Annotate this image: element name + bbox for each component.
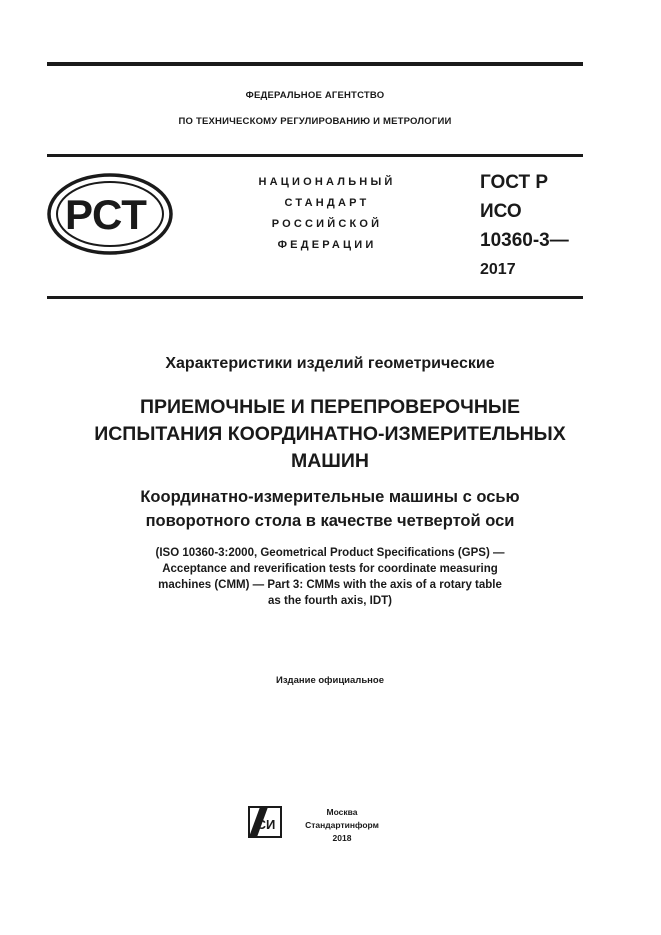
header-rule-upper	[47, 154, 583, 157]
original-title-line-1: (ISO 10360-3:2000, Geometrical Product Specifications (GPS) —	[155, 547, 505, 559]
publisher-name: Стандартинформ	[305, 820, 379, 830]
header-rule-lower	[47, 296, 583, 299]
designation-line-2: ИСО	[480, 201, 522, 222]
standard-type-line-4: ФЕДЕРАЦИИ	[277, 239, 377, 251]
edition-note: Издание официальное	[276, 675, 384, 686]
agency-line-2: ПО ТЕХНИЧЕСКОМУ РЕГУЛИРОВАНИЮ И МЕТРОЛОГИИ	[178, 116, 452, 127]
publisher-year: 2018	[332, 833, 352, 843]
original-title-line-4: as the fourth axis, IDT)	[268, 595, 392, 607]
designation-line-3: 10360-3—	[480, 230, 569, 251]
original-title-line-2: Acceptance and reverification tests for coordinate measuring	[162, 563, 498, 575]
publisher-block	[294, 806, 390, 845]
standard-type-line-2: СТАНДАРТ	[284, 197, 370, 209]
designation-line-1: ГОСТ Р	[480, 172, 549, 193]
rst-logo-text: РСТ	[65, 191, 147, 238]
general-title: Характеристики изделий геометрические	[165, 355, 495, 372]
main-title-line-2: ИСПЫТАНИЯ КООРДИНАТНО-ИЗМЕРИТЕЛЬНЫХ	[94, 423, 566, 445]
standartinform-logo-text: СИ	[256, 817, 276, 832]
original-title-line-3: machines (CMM) — Part 3: CMMs with the axis of a rotary table	[158, 579, 502, 591]
main-title-line-1: ПРИЕМОЧНЫЕ И ПЕРЕПРОВЕРОЧНЫЕ	[139, 396, 521, 418]
subtitle-line-1: Координатно-измерительные машины с осью	[140, 488, 520, 506]
subtitle-line-2: поворотного стола в качестве четвертой оси	[145, 512, 515, 530]
standard-type-line-3: РОССИЙСКОЙ	[271, 218, 383, 230]
rst-certification-logo-icon	[46, 172, 174, 256]
agency-line-1: ФЕДЕРАЛЬНОЕ АГЕНТСТВО	[245, 90, 385, 101]
top-rule	[47, 62, 583, 66]
publisher-city: Москва	[326, 807, 358, 817]
standard-designation	[480, 168, 590, 284]
standartinform-logo-icon	[248, 806, 282, 838]
standard-type-line-1: НАЦИОНАЛЬНЫЙ	[258, 176, 396, 188]
main-title-line-3: МАШИН	[290, 450, 370, 472]
designation-year: 2017	[480, 261, 516, 278]
standard-type	[222, 172, 432, 256]
